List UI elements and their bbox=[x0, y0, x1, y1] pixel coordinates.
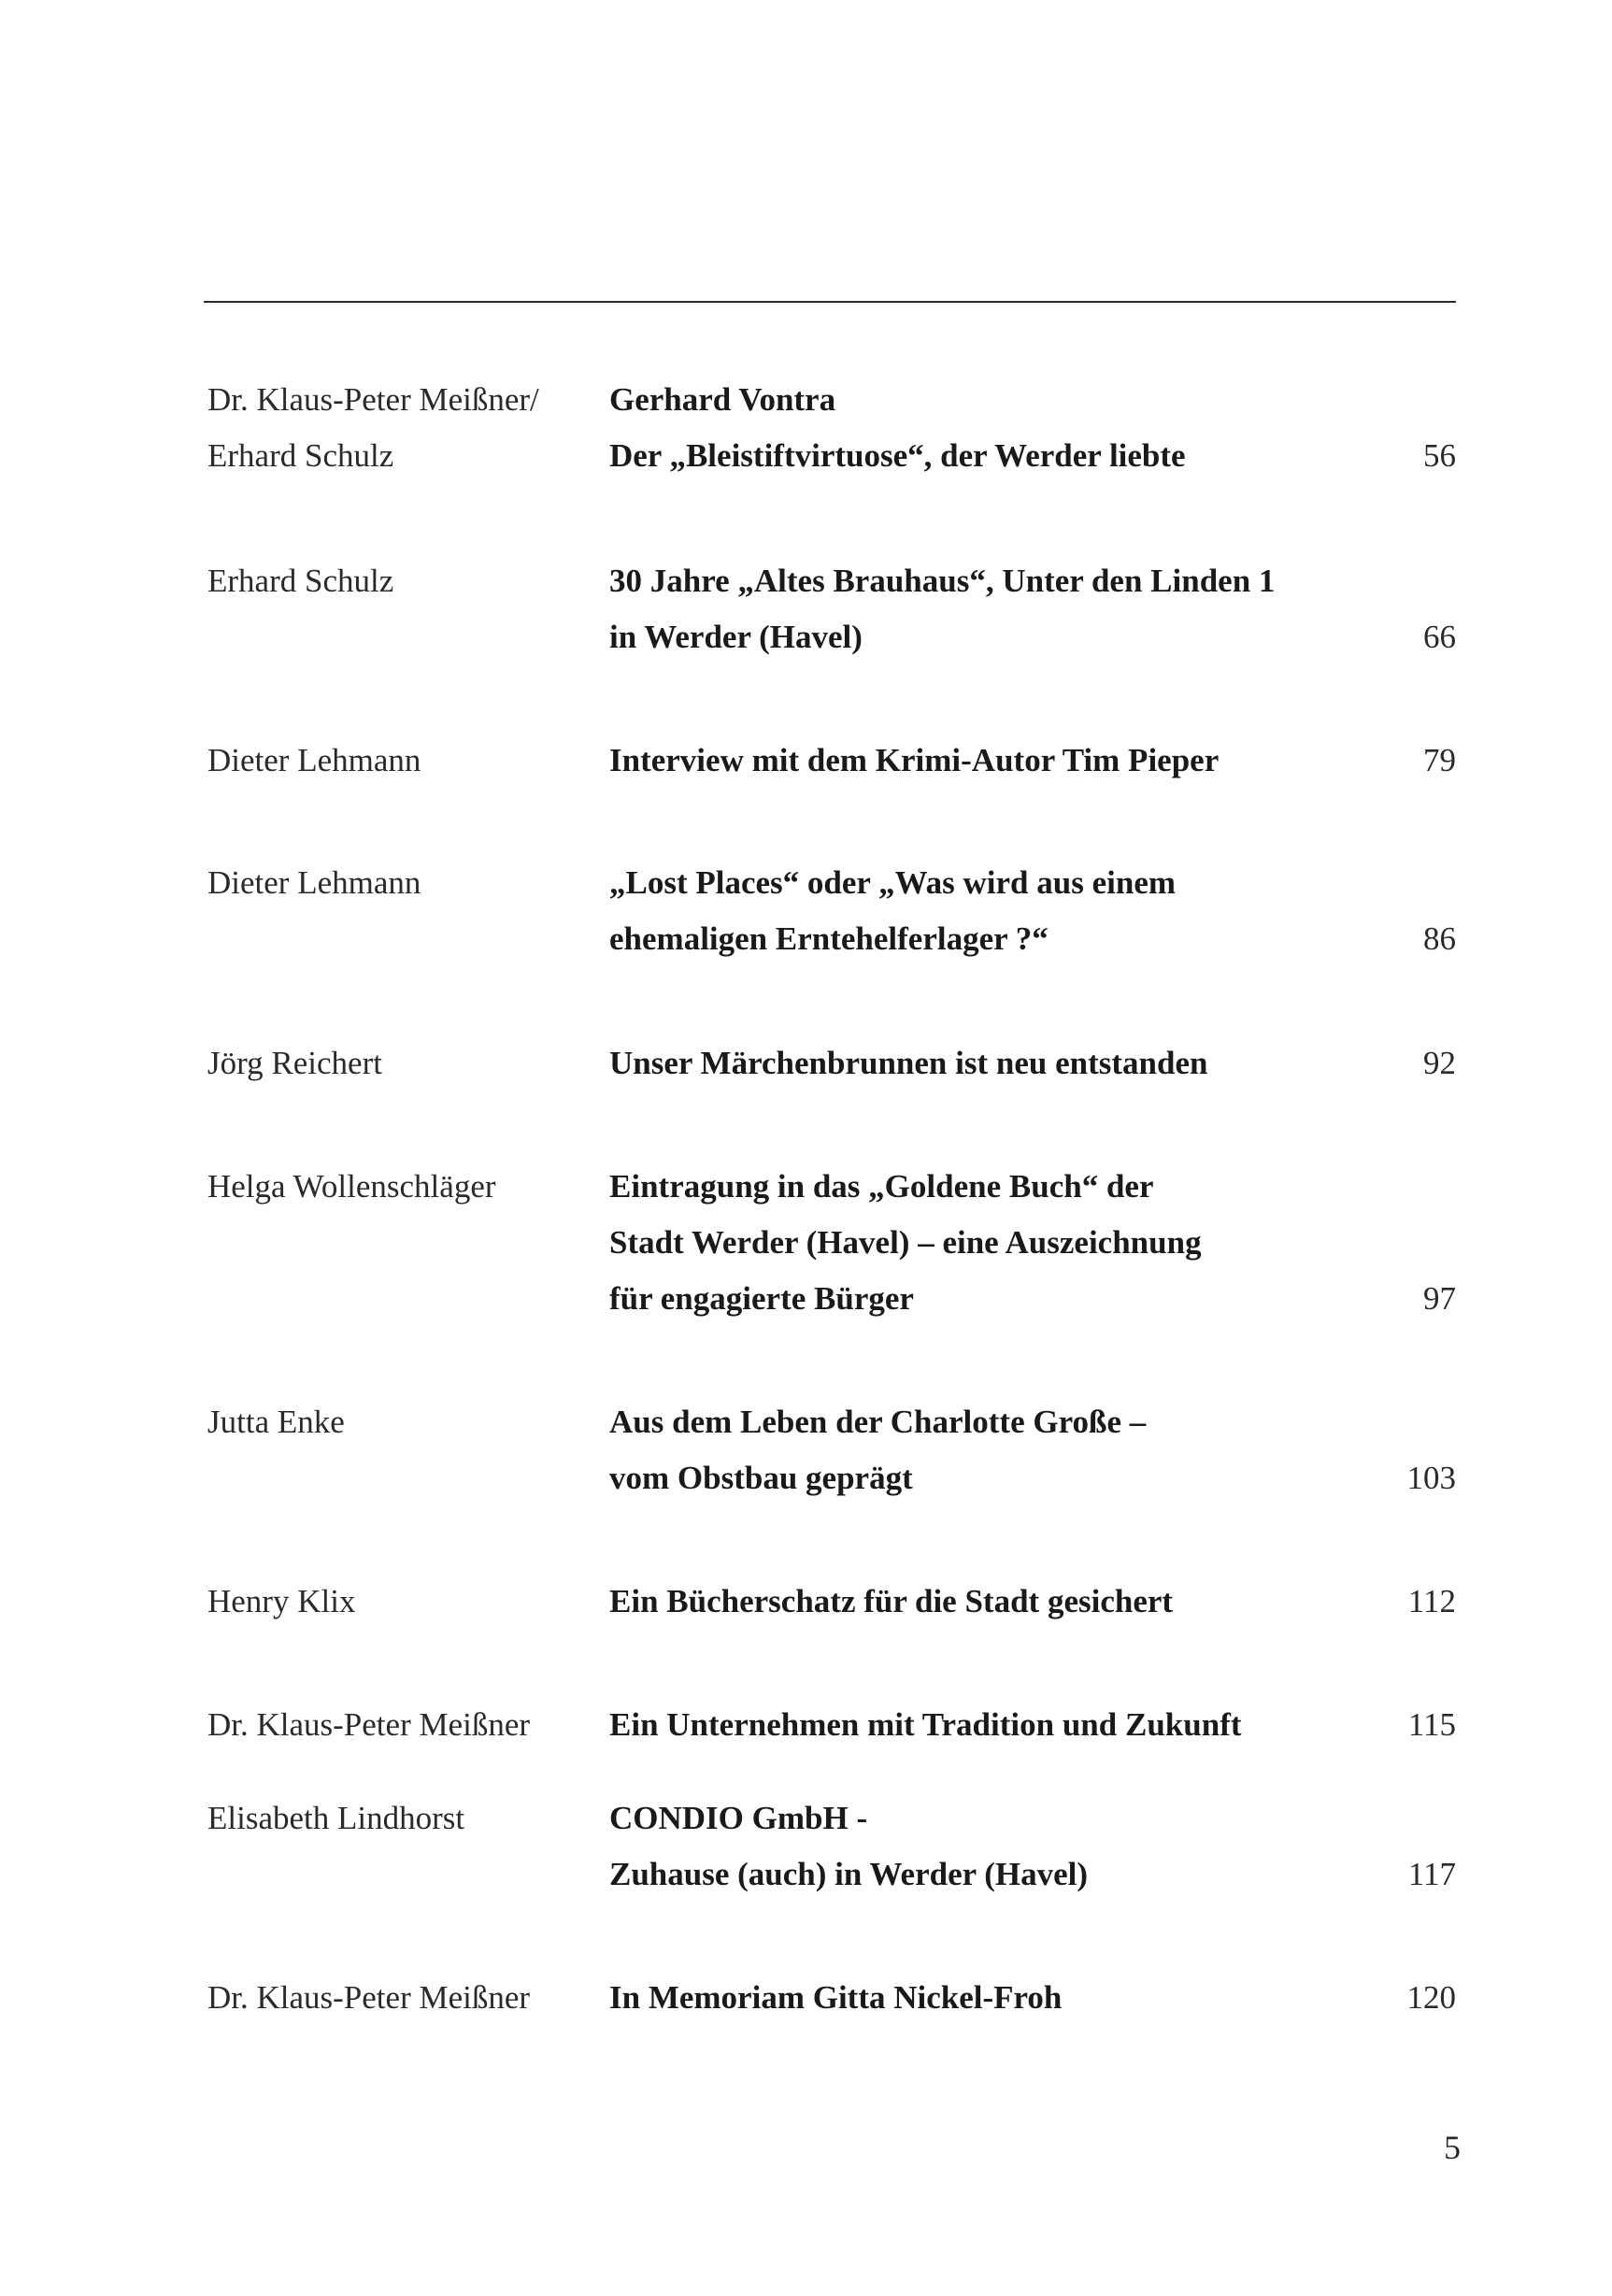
toc-title bbox=[609, 1574, 1348, 1630]
author-line: Helga Wollenschläger bbox=[207, 1168, 496, 1205]
toc-page-number: 112 bbox=[1407, 1583, 1456, 1619]
title-line: „Lost Places“ oder „Was wird aus einem bbox=[609, 864, 1177, 901]
toc-author bbox=[207, 1697, 600, 1753]
toc-page-number: 115 bbox=[1407, 1706, 1456, 1743]
title-line: Aus dem Leben der Charlotte Große – bbox=[609, 1404, 1147, 1440]
toc-title bbox=[609, 1159, 1348, 1327]
toc-title bbox=[609, 1394, 1348, 1506]
toc-page-number: 97 bbox=[1423, 1280, 1456, 1317]
toc-title bbox=[609, 1035, 1348, 1091]
author-line: Elisabeth Lindhorst bbox=[207, 1800, 465, 1836]
page-number-folio: 5 bbox=[1444, 2129, 1461, 2166]
title-line: Zuhause (auch) in Werder (Havel) bbox=[609, 1856, 1089, 1892]
title-line: Gerhard Vontra bbox=[609, 381, 836, 418]
toc-title bbox=[609, 1970, 1348, 2026]
toc-page-number: 66 bbox=[1423, 619, 1456, 655]
title-line: Unser Märchenbrunnen ist neu entstanden bbox=[609, 1045, 1208, 1081]
toc-title bbox=[609, 553, 1348, 665]
toc-author bbox=[207, 1159, 600, 1215]
toc-author bbox=[207, 1970, 600, 2026]
title-line: Eintragung in das „Goldene Buch“ der bbox=[609, 1168, 1154, 1205]
author-line: Dr. Klaus-Peter Meißner bbox=[207, 1706, 531, 1743]
title-line: für engagierte Bürger bbox=[609, 1280, 914, 1317]
toc-page-number: 92 bbox=[1423, 1045, 1456, 1081]
toc-title bbox=[609, 1790, 1348, 1903]
title-line: Ein Bücherschatz für die Stadt gesichert bbox=[609, 1583, 1174, 1619]
author-line: Dieter Lehmann bbox=[207, 864, 421, 901]
toc-author bbox=[207, 372, 600, 484]
toc-page-number: 120 bbox=[1406, 1979, 1456, 2016]
toc-page-number: 56 bbox=[1423, 437, 1456, 474]
title-line: vom Obstbau geprägt bbox=[609, 1460, 913, 1496]
title-line: 30 Jahre „Altes Brauhaus“, Unter den Linden 1 bbox=[609, 563, 1276, 599]
author-line: Erhard Schulz bbox=[207, 563, 394, 599]
author-line: Jörg Reichert bbox=[207, 1045, 382, 1081]
author-line: Erhard Schulz bbox=[207, 437, 394, 474]
author-line: Dr. Klaus-Peter Meißner bbox=[207, 1979, 531, 2016]
author-line: Dr. Klaus-Peter Meißner/ bbox=[207, 381, 539, 418]
title-line: ehemaligen Erntehelferlager ?“ bbox=[609, 920, 1049, 957]
toc-page-number: 79 bbox=[1423, 742, 1456, 778]
toc-author bbox=[207, 733, 600, 789]
author-line: Henry Klix bbox=[207, 1583, 356, 1619]
toc-page-number: 86 bbox=[1423, 920, 1456, 957]
toc-title bbox=[609, 1697, 1348, 1753]
author-line: Dieter Lehmann bbox=[207, 742, 421, 778]
toc-title bbox=[609, 372, 1348, 484]
toc-author bbox=[207, 855, 600, 911]
toc-author bbox=[207, 1035, 600, 1091]
title-line: Der „Bleistiftvirtuose“, der Werder liebte bbox=[609, 437, 1186, 474]
toc-author bbox=[207, 1574, 600, 1630]
author-line: Jutta Enke bbox=[207, 1404, 345, 1440]
title-line: CONDIO GmbH - bbox=[609, 1800, 868, 1836]
title-line: Stadt Werder (Havel) – eine Auszeichnung bbox=[609, 1224, 1202, 1261]
title-line: in Werder (Havel) bbox=[609, 619, 863, 655]
title-line: Ein Unternehmen mit Tradition und Zukunft bbox=[609, 1706, 1242, 1743]
toc-author bbox=[207, 1394, 600, 1450]
toc-title bbox=[609, 855, 1348, 967]
toc-page-number: 103 bbox=[1406, 1460, 1456, 1496]
toc-page-number: 117 bbox=[1407, 1856, 1456, 1892]
toc-title bbox=[609, 733, 1348, 789]
toc-author bbox=[207, 553, 600, 609]
title-line: Interview mit dem Krimi-Autor Tim Pieper bbox=[609, 742, 1220, 778]
toc-author bbox=[207, 1790, 600, 1847]
title-line: In Memoriam Gitta Nickel-Froh bbox=[609, 1979, 1063, 2016]
